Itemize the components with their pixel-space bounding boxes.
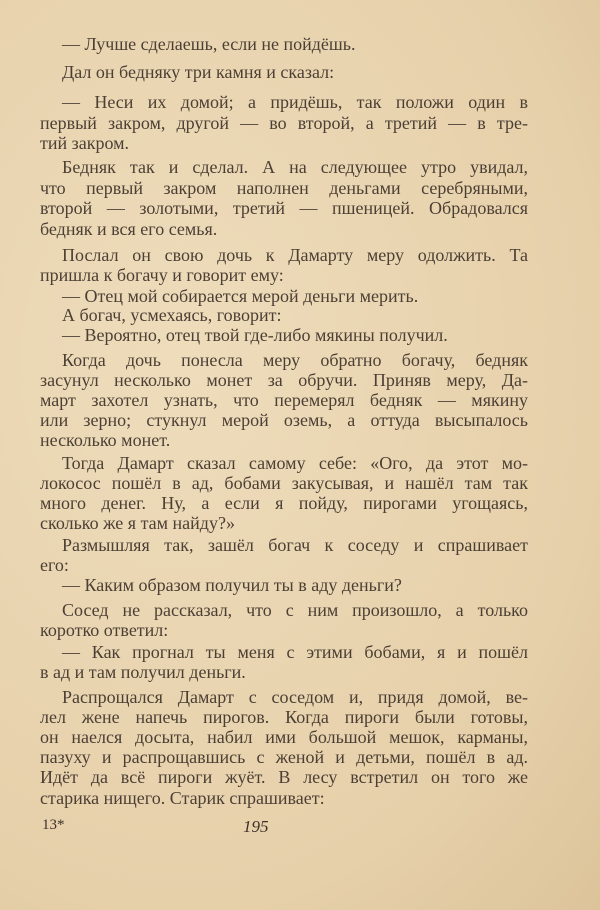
text-line: — Вероятно, отец твой где-либо мякины получил. xyxy=(62,325,448,345)
text-line: — Как прогнал ты меня с этими бобами, я и пошёл xyxy=(62,642,528,662)
text-line: сколько же я там найду?» xyxy=(40,513,235,533)
text-line: Идёт да всё пироги жуёт. В лесу встретил он того же xyxy=(40,767,528,787)
text-line: бедняк и вся его семья. xyxy=(40,219,218,239)
text-line: — Отец мой собирается мерой деньги мерить. xyxy=(62,286,419,306)
text-line: пазуху и распрощавшись с женой и детьми, пошёл в ад. xyxy=(40,747,528,767)
text-line: Когда дочь понесла меру обратно богачу, бедняк xyxy=(62,350,528,370)
text-line: Размышляя так, зашёл богач к соседу и спрашивает xyxy=(62,535,528,555)
text-line: локосос пошёл в ад, бобами закусывая, и нашёл там так xyxy=(40,473,528,493)
text-line: коротко ответил: xyxy=(40,620,169,640)
text-line: — Неси их домой; а придёшь, так положи один в xyxy=(62,92,528,112)
text-line: много денег. Ну, а если я пойду, пирогами угощаясь, xyxy=(40,493,528,513)
text-line: Дал он бедняку три камня и сказал: xyxy=(62,62,335,82)
text-line: пришла к богачу и говорит ему: xyxy=(40,265,284,285)
text-line: Тогда Дамарт сказал самому себе: «Ого, да этот мо- xyxy=(62,453,528,473)
text-line: Сосед не рассказал, что с ним произошло, а только xyxy=(62,600,528,620)
signature-mark: 13* xyxy=(42,817,65,833)
text-line: — Каким образом получил ты в аду деньги? xyxy=(62,575,402,595)
text-line: Бедняк так и сделал. А на следующее утро увидал, xyxy=(62,157,528,177)
text-line: март захотел узнать, что перемерял бедняк — мякину xyxy=(40,390,528,410)
text-line: что первый закром наполнен деньгами серебряными, xyxy=(40,178,528,198)
text-line: его: xyxy=(40,555,69,575)
text-line: в ад и там получил деньги. xyxy=(40,662,246,682)
text-line: первый закром, другой — во второй, а третий — в тре- xyxy=(40,113,528,133)
text-line: несколько монет. xyxy=(40,430,171,450)
text-line: тий закром. xyxy=(40,133,130,153)
text-line: Послал он свою дочь к Дамарту меру одолжить. Та xyxy=(62,245,528,265)
text-line: засунул несколько монет за обручи. Приняв меру, Да- xyxy=(40,370,528,390)
text-line: он наелся досыта, набил ими большой мешок, карманы, xyxy=(40,727,528,747)
text-line: или зерно; стукнул мерой оземь, а оттуда высыпалось xyxy=(40,410,528,430)
text-line: лел жене напечь пирогов. Когда пироги были готовы, xyxy=(40,707,528,727)
text-line: А богач, усмехаясь, говорит: xyxy=(62,305,282,325)
text-line: второй — золотыми, третий — пшеницей. Обрадовался xyxy=(40,198,528,218)
text-line: старика нищего. Старик спрашивает: xyxy=(40,788,325,808)
text-line: — Лучше сделаешь, если не пойдёшь. xyxy=(62,34,356,54)
text-line: Распрощался Дамарт с соседом и, придя домой, ве- xyxy=(62,687,528,707)
page-number: 195 xyxy=(243,817,269,836)
